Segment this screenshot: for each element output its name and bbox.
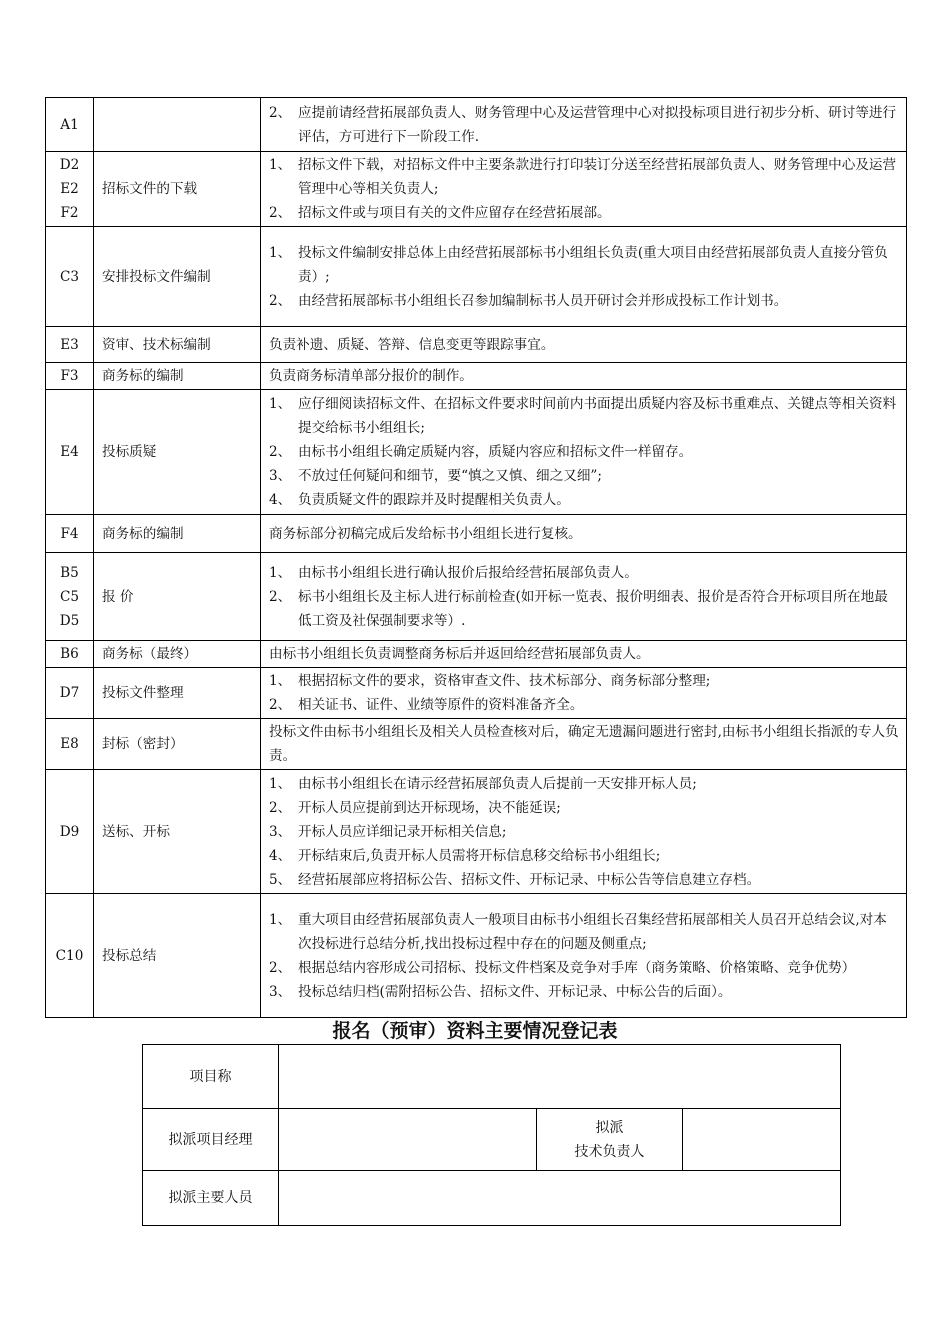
list-item (269, 392, 900, 440)
list-item-number: 3、 (269, 983, 292, 1000)
step-description (261, 390, 907, 515)
list-item (269, 464, 900, 488)
step-description (261, 668, 907, 719)
list-item-text: 投标总结归档(需附招标公告、招标文件、开标记录、中标公告的后面）。 (298, 983, 732, 1000)
step-description (261, 894, 907, 1018)
table-row (46, 770, 907, 894)
step-code-cell (46, 98, 94, 152)
list-item-number: 1、 (269, 244, 292, 261)
list-item (269, 669, 900, 693)
table-row (46, 553, 907, 641)
list-item-number: 2、 (269, 205, 292, 221)
step-code: C3 (59, 268, 80, 285)
table-row (46, 894, 907, 1018)
list-item-text: 招标文件或与项目有关的文件应留存在经营拓展部。 (298, 205, 611, 221)
step-name (94, 98, 261, 152)
list-item (269, 820, 900, 844)
list-item (269, 956, 900, 980)
table-row (46, 719, 907, 770)
step-name: 投标总结 (94, 894, 261, 1018)
list-item-number: 4、 (269, 492, 292, 508)
list-item-text: 不放过任何疑问和细节，要“慎之又慎、细之又细”; (298, 468, 602, 484)
list-item-text: 由经营拓展部标书小组组长召参加编制标书人员开研讨会并形成投标工作计划书。 (298, 292, 788, 309)
step-code: D9 (59, 823, 80, 840)
step-code-cell (46, 719, 94, 770)
step-code: B5 (60, 564, 79, 581)
bidding-process-table (45, 97, 907, 1018)
step-code: E4 (60, 444, 79, 460)
step-name: 安排投标文件编制 (94, 227, 261, 327)
step-description (261, 641, 907, 668)
list-item-text: 重大项目由经营拓展部负责人一般项目由标书小组组长召集经营拓展部相关人员召开总结会议,对本次投标进行总结分析,找出投标过程中存在的问题及侧重点; (298, 911, 887, 952)
list-item-number: 1、 (269, 911, 292, 928)
step-code: F4 (60, 525, 79, 542)
list-item-text: 负责质疑文件的跟踪并及时提醒相关负责人。 (298, 492, 570, 508)
table-row (46, 227, 907, 327)
main-staff-field[interactable] (279, 1171, 841, 1226)
list-item-text: 开标人员应详细记录开标相关信息; (298, 823, 507, 840)
step-description (261, 719, 907, 770)
step-name: 招标文件的下载 (94, 152, 261, 227)
list-item-number: 1、 (269, 564, 292, 581)
step-name: 投标文件整理 (94, 668, 261, 719)
list-item-number: 1、 (269, 775, 292, 792)
table-row (46, 363, 907, 390)
project-name-label: 项目称 (143, 1045, 279, 1109)
list-item (269, 772, 900, 796)
step-description (261, 553, 907, 641)
list-item (269, 101, 900, 149)
list-item (269, 201, 900, 225)
tech-lead-label-line2: 技术负责人 (574, 1143, 645, 1160)
step-name: 投标质疑 (94, 390, 261, 515)
step-code: D7 (59, 685, 80, 701)
step-code: E3 (60, 336, 79, 353)
list-item-number: 2、 (269, 799, 292, 816)
table-row (46, 98, 907, 152)
step-code-cell (46, 363, 94, 390)
step-description (261, 152, 907, 227)
step-code-cell (46, 515, 94, 553)
list-item-text: 相关证书、证件、业绩等原件的资料准备齐全。 (298, 697, 584, 713)
step-description (261, 770, 907, 894)
table-row (46, 641, 907, 668)
step-name: 封标（密封） (94, 719, 261, 770)
step-code: F2 (60, 205, 79, 221)
list-item-number: 4、 (269, 847, 292, 864)
list-item-number: 1、 (269, 396, 292, 412)
step-name: 资审、技术标编制 (94, 327, 261, 363)
step-code-cell (46, 641, 94, 668)
registration-form-title: 报名（预审）资料主要情况登记表 (332, 1020, 618, 1042)
list-item-number: 1、 (269, 673, 292, 689)
list-item (269, 796, 900, 820)
project-name-field[interactable] (279, 1045, 841, 1109)
list-item-text: 经营拓展部应将招标公告、招标文件、开标记录、中标公告等信息建立存档。 (298, 871, 761, 888)
description-text: 投标文件由标书小组组长及相关人员检查核对后，确定无遗漏问题进行密封,由标书小组组长指派的专人负责。 (269, 724, 899, 764)
list-item-text: 应仔细阅读招标文件、在招标文件要求时间前内书面提出质疑内容及标书重难点、关键点等相关资料提交给标书小组组长; (298, 396, 897, 436)
row-main-staff (143, 1171, 841, 1226)
step-code: D5 (59, 612, 80, 629)
step-code-cell (46, 327, 94, 363)
list-item (269, 693, 900, 717)
project-manager-label: 拟派项目经理 (143, 1109, 279, 1171)
step-name: 商务标的编制 (94, 515, 261, 553)
list-item-number: 3、 (269, 823, 292, 840)
row-project-name (143, 1045, 841, 1109)
list-item (269, 241, 900, 289)
list-item (269, 289, 900, 313)
step-code: F3 (60, 368, 79, 384)
list-item-number: 2、 (269, 697, 292, 713)
table-row (46, 515, 907, 553)
table-row (46, 327, 907, 363)
list-item-text: 招标文件下载，对招标文件中主要条款进行打印装订分送至经营拓展部负责人、财务管理中心及运营管理中心等相关负责人; (298, 157, 897, 197)
step-code-cell (46, 553, 94, 641)
step-description (261, 363, 907, 390)
step-code: D2 (59, 157, 80, 173)
list-item-text: 投标文件编制安排总体上由经营拓展部标书小组组长负责(重大项目由经营拓展部负责人直接分管负责）; (298, 244, 888, 285)
table-row (46, 668, 907, 719)
list-item-number: 2、 (269, 959, 292, 976)
tech-lead-field[interactable] (683, 1109, 841, 1171)
table-row (46, 152, 907, 227)
list-item-text: 由标书小组组长进行确认报价后报给经营拓展部负责人。 (298, 564, 638, 581)
description-text: 负责商务标清单部分报价的制作。 (269, 368, 473, 384)
list-item (269, 440, 900, 464)
list-item (269, 561, 900, 585)
list-item-text: 根据招标文件的要求，资格审查文件、技术标部分、商务标部分整理; (298, 673, 711, 689)
project-manager-field[interactable] (279, 1109, 537, 1171)
step-name: 报 价 (94, 553, 261, 641)
list-item-number: 5、 (269, 871, 292, 888)
list-item-number: 2、 (269, 588, 292, 605)
step-code-cell (46, 894, 94, 1018)
step-code-cell (46, 668, 94, 719)
step-code: E8 (60, 736, 79, 752)
list-item (269, 585, 900, 633)
list-item-text: 开标人员应提前到达开标现场，决不能延误; (298, 799, 561, 816)
list-item (269, 980, 900, 1004)
step-description (261, 98, 907, 152)
step-description (261, 227, 907, 327)
list-item-number: 2、 (269, 292, 292, 309)
step-name: 送标、开标 (94, 770, 261, 894)
description-text: 负责补遗、质疑、答辩、信息变更等跟踪事宜。 (269, 336, 555, 353)
list-item (269, 153, 900, 201)
list-item-text: 由标书小组组长在请示经营拓展部负责人后提前一天安排开标人员; (298, 775, 697, 792)
step-name: 商务标的编制 (94, 363, 261, 390)
list-item-text: 根据总结内容形成公司招标、投标文件档案及竞争对手库（商务策略、价格策略、竞争优势） (298, 959, 856, 976)
step-description (261, 515, 907, 553)
list-item-number: 3、 (269, 468, 292, 484)
step-description (261, 327, 907, 363)
list-item-number: 1、 (269, 157, 292, 173)
bidding-process-table-body (46, 98, 907, 1018)
list-item (269, 908, 900, 956)
list-item-text: 开标结束后,负责开标人员需将开标信息移交给标书小组组长; (298, 847, 661, 864)
main-staff-label: 拟派主要人员 (143, 1171, 279, 1226)
description-text: 商务标部分初稿完成后发给标书小组组长进行复核。 (269, 525, 582, 542)
step-code-cell (46, 152, 94, 227)
list-item-number: 2、 (269, 104, 292, 121)
step-code-cell (46, 770, 94, 894)
list-item-text: 标书小组组长及主标人进行标前检查(如开标一览表、报价明细表、报价是否符合开标项目所在地最低工资及社保强制要求等）. (298, 588, 888, 629)
list-item (269, 488, 900, 512)
step-code-cell (46, 227, 94, 327)
step-name: 商务标（最终） (94, 641, 261, 668)
tech-lead-label (537, 1109, 683, 1171)
list-item (269, 844, 900, 868)
list-item (269, 868, 900, 892)
step-code: C5 (59, 588, 80, 605)
step-code: C10 (55, 947, 84, 964)
step-code: E2 (60, 181, 79, 197)
table-row (46, 390, 907, 515)
list-item-text: 应提前请经营拓展部负责人、财务管理中心及运营管理中心对拟投标项目进行初步分析、研讨等进行评估，方可进行下一阶段工作. (298, 104, 897, 145)
list-item-number: 2、 (269, 444, 292, 460)
row-project-manager (143, 1109, 841, 1171)
step-code-cell (46, 390, 94, 515)
step-code: A1 (60, 116, 79, 133)
registration-form-table (142, 1044, 841, 1226)
list-item-text: 由标书小组组长确定质疑内容，质疑内容应和招标文件一样留存。 (298, 444, 693, 460)
step-code: B6 (60, 646, 79, 662)
description-text: 由标书小组组长负责调整商务标后并返回给经营拓展部负责人。 (269, 646, 650, 662)
tech-lead-label-line1: 拟派 (595, 1119, 624, 1136)
